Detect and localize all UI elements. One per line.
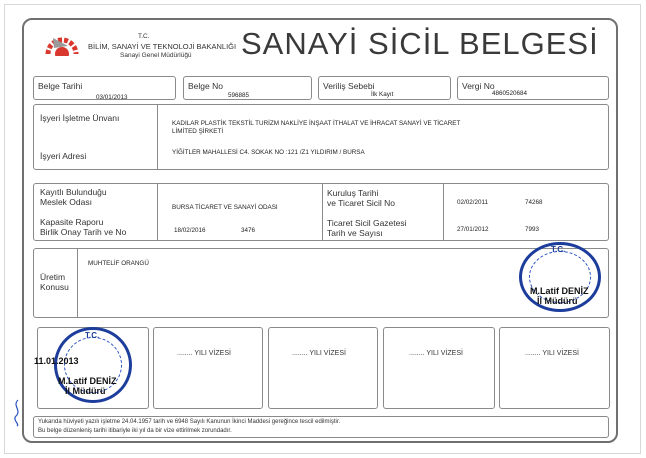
unvan-adres-box [33, 104, 609, 170]
kurulus-label-1: Kuruluş Tarihi [327, 188, 379, 198]
belge-no-label: Belge No [188, 81, 223, 91]
gazete-label-2: Tarih ve Sayısı [327, 228, 383, 238]
unvan-value-line2: LİMİTED ŞİRKETİ [172, 128, 224, 135]
stamp-bottom-name: M.Latif DENİZ [58, 376, 117, 386]
gazete-sayisi: 7993 [525, 226, 540, 233]
uretim-label-2: Konusu [40, 282, 69, 292]
meslek-label-1: Kayıtlı Bulunduğu [40, 187, 107, 197]
verilis-sebebi-label: Veriliş Sebebi [323, 81, 375, 91]
uretim-label-1: Üretim [40, 272, 66, 282]
unvan-divider [157, 104, 158, 170]
ministry-logo-icon [44, 32, 80, 56]
meslek-label-2: Meslek Odası [40, 197, 92, 207]
meslek-divider-left [157, 183, 158, 241]
uretim-value: MUHTELİF ORANGÜ [88, 260, 149, 267]
footer-line-2: Bu belge düzenleniş tarihi itibariyle iki yıl da bir vize ettirilmek zorundadır. [38, 428, 232, 434]
stamp-bottom-title: İl Müdürü [65, 386, 106, 396]
ministry-tc: T.C. [138, 33, 150, 40]
ticaret-sicil-no: 74268 [525, 199, 543, 206]
adres-value: YİĞİTLER MAHALLESİ C4. SOKAK NO :121 /Z1 YILDIRIM / BURSA [172, 149, 365, 156]
visa-label-4: ........ YILI VİZESİ [409, 350, 463, 357]
kurulus-tarihi: 02/02/2011 [457, 199, 489, 206]
visa-box-5 [499, 327, 610, 409]
belge-tarihi-label: Belge Tarihi [38, 81, 83, 91]
stamp-top-name: M.Latif DENİZ [530, 286, 589, 296]
gazete-label-1: Ticaret Sicil Gazetesi [327, 218, 407, 228]
signature-mark-icon [10, 398, 24, 428]
ministry-sub: Sanayi Genel Müdürlüğü [120, 52, 192, 59]
belge-tarihi-value: 03/01/2013 [96, 94, 128, 101]
ministry-name: BİLİM, SANAYİ VE TEKNOLOJİ BAKANLIĞI [88, 42, 237, 51]
visa-label-2: ........ YILI VİZESİ [177, 350, 231, 357]
kurulus-label-2: ve Ticaret Sicil No [327, 198, 396, 208]
unvan-label: İşyeri İşletme Ünvanı [40, 113, 120, 123]
vergi-no-value: 4860520684 [492, 90, 528, 97]
footer-line-1: Yukarıda hüviyeti yazılı işletme 24.04.1957 tarih ve 6948 Sayılı Kanunun İkinci Maddesi gereğince tescil edilmiştir. [38, 419, 341, 425]
kapasite-tarih: 18/02/2016 [174, 227, 206, 234]
visa-label-3: ........ YILI VİZESİ [292, 350, 346, 357]
verilis-sebebi-value: İlk Kayıt [371, 91, 394, 98]
visa-box-2 [153, 327, 263, 409]
uretim-divider [77, 248, 78, 318]
stamp-top-title: İl Müdürü [537, 296, 578, 306]
stamp-bottom-tc: T.C. [85, 331, 100, 340]
meslek-divider-right [443, 183, 444, 241]
adres-label: İşyeri Adresi [40, 151, 87, 161]
stamp-bottom-date: 11.01.2013 [34, 356, 79, 366]
page-title: SANAYİ SİCİL BELGESİ [241, 26, 599, 61]
visa-box-4 [383, 327, 495, 409]
unvan-value-line1: KADILAR PLASTİK TEKSTİL TURİZM NAKLİYE İNŞAAT İTHALAT VE İHRACAT SANAYİ VE TİCARET [172, 120, 461, 127]
visa-label-5: ........ YILI VİZESİ [525, 350, 579, 357]
meslek-divider-mid [322, 183, 323, 241]
stamp-top-tc: T.C. [551, 245, 566, 254]
meslek-value: BURSA TİCARET VE SANAYİ ODASI [172, 204, 278, 211]
gazete-tarihi: 27/01/2012 [457, 226, 489, 233]
belge-no-value: 596885 [228, 92, 250, 99]
vergi-no-label: Vergi No [462, 81, 495, 91]
kapasite-no: 3476 [241, 227, 256, 234]
kapasite-label-1: Kapasite Raporu [40, 217, 104, 227]
visa-box-3 [268, 327, 378, 409]
kapasite-label-2: Birlik Onay Tarih ve No [40, 227, 127, 237]
